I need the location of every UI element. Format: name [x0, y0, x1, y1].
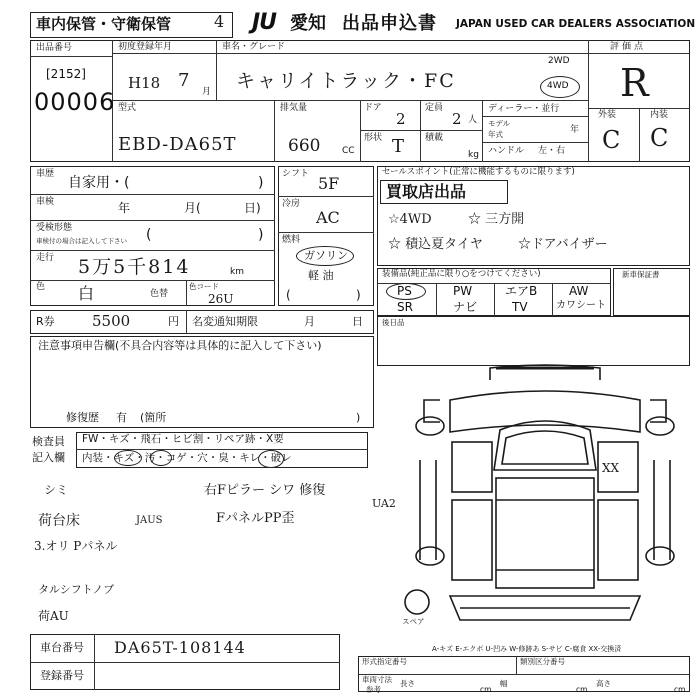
recycle-value: 5500 [92, 312, 131, 330]
fuel-label: 燃料 [282, 235, 301, 245]
year-unit: 年 [570, 125, 580, 135]
ju-logo: JU [252, 10, 277, 35]
inspector-row-1: FW・キズ・飛石・ヒビ割・リペア跡・X要 [82, 433, 284, 445]
drive-4wd: 4WD [547, 81, 569, 91]
history-label: 車歴 [36, 169, 55, 179]
size-label: 車両寸法 [362, 675, 392, 684]
deadline-month: 月 [304, 315, 315, 328]
width-cm: cm [576, 685, 588, 694]
receipt-label: 受検形態 [36, 223, 73, 233]
equip-4-top: AW [569, 284, 589, 298]
load-label: 積載 [425, 133, 444, 143]
exterior-grade: C [602, 126, 621, 154]
color-change-label: 色替 [150, 289, 169, 299]
spare-tire [405, 590, 429, 614]
note-3ori: 3.オリ Pパネル [34, 539, 118, 553]
history-value: 自家用・( [68, 175, 130, 191]
wheel-fr [646, 417, 674, 435]
left-side [420, 460, 436, 560]
equip-4-bottom: カワシート [556, 300, 606, 311]
ac-label: 冷房 [282, 199, 301, 209]
history-paren-close: ) [258, 175, 264, 191]
ac-value: AC [316, 208, 340, 227]
load-unit: kg [468, 150, 479, 160]
receipt-open: ( [146, 227, 152, 243]
equip-3-bottom: TV [512, 300, 528, 314]
length-label: 長さ [400, 679, 415, 688]
door-value: 2 [396, 110, 406, 128]
fuel-paren-open: ( [286, 288, 291, 302]
color-code-value: 26U [208, 292, 234, 306]
shape-value: T [392, 136, 405, 157]
form-spec-label: 形式指定番号 [362, 657, 407, 666]
grade-score: R [620, 61, 649, 105]
height-label: 高さ [596, 679, 611, 688]
note-shimi: シミ [44, 483, 69, 497]
vehicle-name-value: キャリイトラック・FC [236, 70, 456, 92]
inspection-label: 車検 [36, 197, 55, 207]
displacement-value: 660 [288, 136, 321, 156]
equip-3-top: エアB [505, 284, 538, 298]
repair-label: 修復歴 [66, 411, 99, 424]
cab-roof [494, 421, 596, 470]
yogore-circle [150, 450, 172, 466]
kizu-circle [114, 450, 142, 466]
equip-1-top: PS [397, 284, 412, 298]
model-year-label-1: モデル [488, 119, 511, 128]
model-year-label-2: 年式 [488, 130, 503, 139]
storage-label: 車内保管・守衛保管 [36, 15, 172, 33]
chassis-label: 車台番号 [40, 641, 84, 654]
height-cm: cm [674, 685, 686, 694]
chassis-value: DA65T-108144 [114, 638, 246, 657]
aftermarket-box [377, 316, 690, 366]
sales-line1-a: ☆4WD [388, 212, 432, 227]
inspector-label-1: 検査員 [32, 435, 65, 448]
fuel-alt: 軽 油 [308, 269, 334, 282]
drive-2wd: 2WD [548, 56, 570, 66]
displacement-unit: CC [342, 146, 355, 156]
door-left [452, 442, 492, 492]
equipment-label: 装備品(純正品に限り○をつけてください) [382, 269, 541, 279]
spare-label: スペア [402, 617, 425, 626]
inspection-day-unit: 日) [244, 201, 261, 215]
inspection-month-unit: 月( [184, 201, 201, 215]
handle-options: 左・右 [538, 146, 566, 156]
note-pillar: 右Fピラー シワ 修復 [204, 483, 326, 498]
interior-grade: C [650, 124, 669, 152]
model-label: 型式 [118, 103, 137, 113]
mileage-value: 5万5千814 [78, 256, 191, 278]
mileage-unit: km [230, 267, 244, 277]
sales-line2-b: ☆ドアバイザー [518, 237, 608, 252]
deadline-label: 名変通知期限 [192, 315, 258, 328]
repair-value: 有 [116, 411, 127, 424]
shift-value: 5F [318, 174, 340, 193]
shu-circle [258, 450, 284, 468]
registration-label: 登録番号 [40, 669, 84, 682]
note-shiftknob: タルシフトノブ [38, 583, 115, 596]
shape-label: 形状 [364, 133, 383, 143]
shift-label: シフト [282, 169, 310, 179]
listing-number: 00006 [34, 88, 116, 116]
org-english: JAPAN USED CAR DEALERS ASSOCIATION [456, 18, 696, 30]
inspector-row-2: 内装・キズ・汚・コゲ・穴・臭・キレ・破レ [82, 452, 292, 464]
grade-label: 評価点 [610, 42, 647, 52]
mileage-label: 走行 [36, 253, 55, 263]
receipt-note: 車検付の場合は記入して下さい [36, 237, 127, 245]
equip-1-bottom: SR [397, 300, 413, 314]
first-reg-month: 7 [178, 70, 190, 91]
inspection-year-unit: 年 [118, 201, 131, 215]
fuel-paren-close: ) [356, 288, 361, 302]
diagram-mark-ua2: UA2 [372, 497, 396, 510]
color-code-label: 色コード [189, 282, 219, 291]
recycle-unit: 円 [168, 315, 179, 328]
listing-bracket-number: [2152] [46, 67, 86, 81]
class-spec-label: 類別区分番号 [520, 657, 565, 666]
equip-2-bottom: ナビ [453, 300, 478, 314]
note-bed: 荷台床 [38, 513, 80, 529]
length-cm: cm [480, 685, 492, 694]
truck-bed [496, 478, 594, 588]
first-reg-label: 初度登録年月 [118, 42, 173, 52]
diagram-mark-xx: XX [602, 461, 620, 475]
sales-label: セールスポイント(正常に機能するものに限ります) [382, 167, 575, 177]
form-title: 出品申込書 [342, 13, 437, 34]
interior-label: 内装 [650, 110, 669, 120]
fuel-value: ガソリン [304, 249, 348, 262]
wheel-fl [416, 417, 444, 435]
note-fpanel: FパネルPP歪 [216, 511, 295, 526]
handle-label: ハンドル [488, 146, 525, 156]
displacement-label: 排気量 [280, 103, 308, 113]
inspector-label-2: 記入欄 [32, 451, 65, 464]
capacity-unit: 人 [468, 115, 478, 125]
listing-number-label: 出品番号 [36, 43, 73, 53]
sales-line2-a: ☆ 積込夏タイヤ [388, 237, 483, 252]
capacity-label: 定員 [425, 103, 444, 113]
first-reg-year: H18 [128, 74, 161, 92]
history-box [30, 166, 275, 306]
front-body [450, 391, 640, 432]
color-value: 白 [78, 284, 95, 303]
damage-legend: A-キズ E-エクボ U-凹み W-修跡あ S-サビ C-腐食 XX-交換済 [432, 645, 622, 653]
door-label: ドア [364, 103, 382, 113]
model-value: EBD-DA65T [118, 134, 237, 155]
right-side [654, 460, 670, 560]
repair-place: (箇所 [140, 411, 167, 424]
exterior-label: 外装 [598, 110, 617, 120]
warranty-label: 新車保証書 [622, 270, 660, 279]
capacity-value: 2 [452, 110, 462, 128]
deadline-day: 日 [352, 315, 363, 328]
storage-mark: 4 [214, 12, 225, 31]
vehicle-name-label: 車名・グレード [222, 42, 286, 52]
org-name: 愛知 [290, 13, 326, 34]
sales-highlight: 買取店出品 [386, 182, 467, 201]
note-nidai-au: 荷AU [38, 609, 69, 623]
recycle-label: R券 [36, 315, 55, 328]
repair-close: ) [356, 411, 361, 424]
equip-2-top: PW [453, 284, 473, 298]
receipt-close: ) [258, 227, 264, 243]
size-ref: 参考 [366, 685, 381, 694]
vehicle-diagram [400, 360, 690, 640]
dealer-label: ディーラー・並行 [488, 104, 560, 114]
first-reg-month-unit: 月 [202, 87, 212, 97]
width-label: 幅 [500, 679, 508, 688]
notes-label: 注意事項申告欄(不具合内容等は具体的に記入して下さい) [38, 339, 322, 352]
aftermarket-label: 後日品 [382, 318, 405, 327]
note-jaus: JAUS [136, 515, 163, 526]
color-label: 色 [36, 282, 46, 292]
sales-line1-b: ☆ 三方開 [468, 212, 525, 227]
